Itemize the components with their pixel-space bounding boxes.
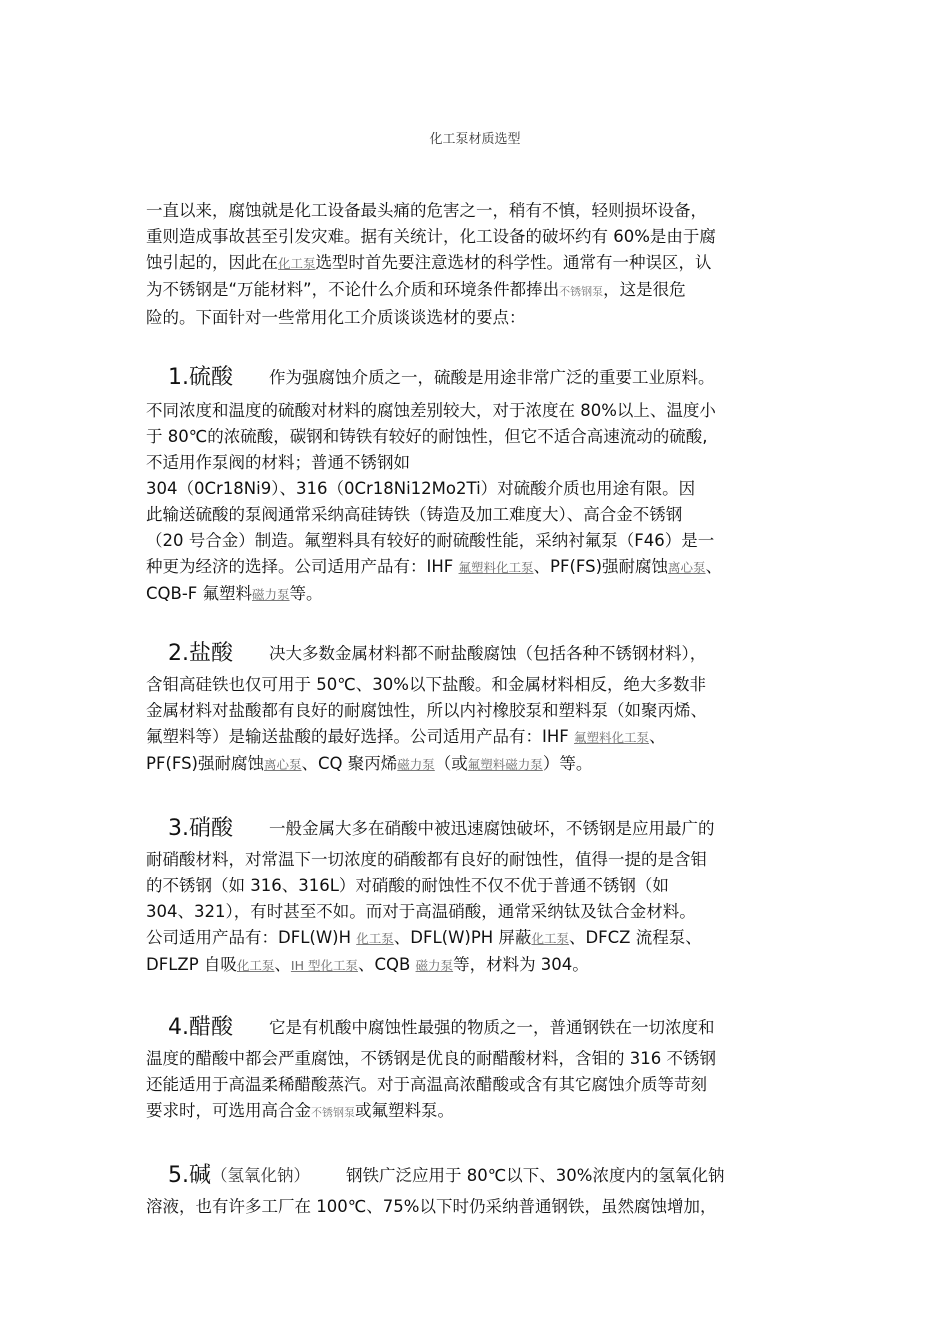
section-body-alkali [146, 1194, 826, 1220]
section-lead-text: 钢铁广泛应用于 80℃以下、30%浓度内的氢氧化钠 [346, 1166, 725, 1185]
section-number-title: 3.硝酸 [168, 816, 233, 841]
section-number-title: 4.醋酸 [168, 1015, 233, 1040]
intro-paragraph [146, 198, 826, 331]
section-body-acetic-acid [146, 1046, 826, 1126]
section-heading-nitric-acid [168, 811, 715, 842]
section-number-title: 5.碱 [168, 1163, 211, 1188]
inline-link[interactable]: 磁力泵 [252, 587, 290, 602]
text-line: 溶液，也有许多工厂在 100℃、75%以下时仍采纳普通钢铁，虽然腐蚀增加， [146, 1197, 717, 1216]
section-lead-text: 一般金属大多在硝酸中被迅速腐蚀破坏，不锈钢是应用最广的 [269, 819, 715, 838]
inline-link[interactable]: 化工泵 [278, 256, 316, 271]
text-line: 为不锈钢是“万能材料”，不论什么介质和环境条件都捧出不锈钢泵，这是很危 [146, 280, 686, 299]
inline-keyword: 不锈钢泵 [311, 1106, 355, 1119]
inline-link[interactable]: 磁力泵 [397, 757, 435, 772]
text-line: 氟塑料等）是输送盐酸的最好选择。公司适用产品有：IHF 氟塑料化工泵、 [146, 727, 666, 746]
text-line: 耐硝酸材料，对常温下一切浓度的硝酸都有良好的耐蚀性，值得一提的是含钼 [146, 850, 707, 869]
section-heading-sulfuric-acid [168, 360, 715, 391]
section-lead-text: 它是有机酸中腐蚀性最强的物质之一，普通钢铁在一切浓度和 [269, 1018, 715, 1037]
inline-link[interactable]: 化工泵 [356, 931, 394, 946]
text-line: 一直以来，腐蚀就是化工设备最头痛的危害之一，稍有不慎，轻则损坏设备， [146, 201, 707, 220]
section-heading-hydrochloric-acid [168, 636, 706, 667]
text-line: 还能适用于高温柔稀醋酸蒸汽。对于高温高浓醋酸或含有其它腐蚀介质等苛刻 [146, 1075, 707, 1094]
text-line: 304（0Cr18Ni9）、316（0Cr18Ni12Mo2Ti）对硫酸介质也用途有限。因 [146, 479, 696, 498]
inline-link[interactable]: 化工泵 [531, 931, 569, 946]
section-body-nitric-acid [146, 847, 826, 979]
text-line: 公司适用产品有：DFL(W)H 化工泵、DFL(W)PH 屏蔽化工泵、DFCZ 流程泵、 [146, 928, 702, 947]
text-line: 金属材料对盐酸都有良好的耐腐蚀性，所以内衬橡胶泵和塑料泵（如聚丙烯、 [146, 701, 707, 720]
section-number-title: 1.硫酸 [168, 365, 233, 390]
inline-link[interactable]: 氟塑料化工泵 [458, 560, 534, 575]
text-line: 304、321），有时甚至不如。而对于高温硝酸，通常采纳钛及钛合金材料。 [146, 902, 696, 921]
inline-keyword: 不锈钢泵 [559, 285, 604, 298]
text-line: CQB-F 氟塑料磁力泵等。 [146, 584, 323, 603]
section-subtitle: （氢氧化钠） [211, 1166, 310, 1185]
section-body-hydrochloric-acid [146, 672, 826, 778]
text-line: PF(FS)强耐腐蚀离心泵、CQ 聚丙烯磁力泵（或氟塑料磁力泵）等。 [146, 754, 593, 773]
section-lead-text: 决大多数金属材料都不耐盐酸腐蚀（包括各种不锈钢材料）， [269, 644, 707, 663]
inline-link[interactable]: 离心泵 [668, 560, 706, 575]
text-line: 种更为经济的选择。公司适用产品有：IHF 氟塑料化工泵、PF(FS)强耐腐蚀离心泵、 [146, 557, 723, 576]
text-line: （20 号合金）制造。氟塑料具有较好的耐硫酸性能，采纳衬氟泵（F46）是一 [146, 531, 715, 550]
inline-link[interactable]: IH 型化工泵 [290, 958, 358, 973]
section-number-title: 2.盐酸 [168, 641, 233, 666]
section-heading-acetic-acid [168, 1010, 715, 1041]
text-line: 不适用作泵阀的材料；普通不锈钢如 [146, 453, 410, 472]
inline-link[interactable]: 氟塑料化工泵 [574, 730, 650, 745]
inline-link[interactable]: 化工泵 [236, 958, 275, 973]
text-line: 的不锈钢（如 316、316L）对硝酸的耐蚀性不仅不优于普通不锈钢（如 [146, 876, 669, 895]
section-lead-text: 作为强腐蚀介质之一，硫酸是用途非常广泛的重要工业原料。 [269, 368, 715, 387]
text-line: 温度的醋酸中都会严重腐蚀，不锈钢是优良的耐醋酸材料，含钼的 316 不锈钢 [146, 1049, 716, 1068]
inline-link[interactable]: 离心泵 [264, 757, 302, 772]
text-line: 险的。下面针对一些常用化工介质谈谈选材的要点： [146, 308, 526, 327]
text-line: 此输送硫酸的泵阀通常采纳高硅铸铁（铸造及加工难度大）、高合金不锈钢 [146, 505, 683, 524]
section-heading-alkali [168, 1158, 724, 1189]
text-line: 蚀引起的，因此在化工泵选型时首先要注意选材的科学性。通常有一种误区，认 [146, 253, 712, 272]
text-line: 不同浓度和温度的硫酸对材料的腐蚀差别较大，对于浓度在 80%以上、温度小 [146, 401, 716, 420]
text-line: DFLZP 自吸化工泵、IH 型化工泵、CQB 磁力泵等，材料为 304。 [146, 955, 589, 974]
text-line: 于 80℃的浓硫酸，碳钢和铸铁有较好的耐蚀性，但它不适合高速流动的硫酸, [146, 427, 708, 446]
inline-link[interactable]: 氟塑料磁力泵 [467, 757, 543, 772]
document-title: 化工泵材质选型 [429, 132, 521, 147]
inline-link[interactable]: 磁力泵 [415, 958, 454, 973]
text-line: 要求时，可选用高合金不锈钢泵或氟塑料泵。 [146, 1101, 454, 1120]
text-line: 重则造成事故甚至引发灾难。据有关统计，化工设备的破坏约有 60%是由于腐 [146, 227, 716, 246]
text-line: 含钼高硅铁也仅可用于 50℃、30%以下盐酸。和金属材料相反，绝大多数非 [146, 675, 706, 694]
section-body-sulfuric-acid [146, 398, 826, 608]
